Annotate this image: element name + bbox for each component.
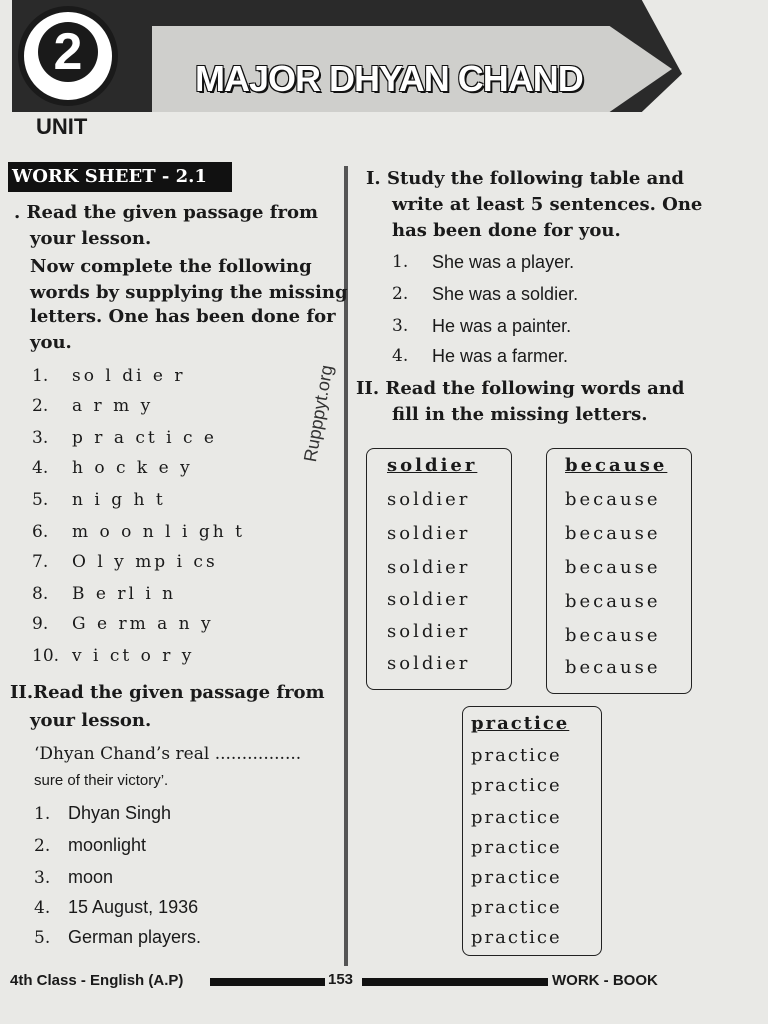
item-number: 6. [32, 522, 49, 542]
box-word: practice [471, 867, 562, 888]
sentence-text: He was a painter. [432, 316, 572, 336]
box-word: soldier [387, 589, 471, 610]
answer-text: Dhyan Singh [68, 803, 172, 823]
worksheet-title: WORK SHEET - 2.1 [8, 162, 232, 192]
sentence-text: He was a farmer. [432, 346, 569, 366]
box-word: because [565, 455, 668, 476]
box-word: practice [471, 807, 562, 828]
box-word: because [565, 557, 661, 578]
footer-left: 4th Class - English (A.P) [10, 972, 184, 989]
box-word: practice [471, 745, 562, 766]
box-word: soldier [387, 621, 471, 642]
box-word: practice [471, 713, 570, 734]
box-word: practice [471, 927, 562, 948]
unit-label: UNIT [36, 114, 88, 139]
item-number: 2. [32, 396, 49, 416]
word-item: n i g h t [72, 490, 166, 510]
right-q2-line: fill in the missing letters. [392, 404, 648, 425]
answer-number: 3. [34, 868, 51, 888]
q2-line: your lesson. [30, 710, 152, 731]
page-number: 153 [328, 971, 354, 988]
sentence-number: 1. [392, 252, 409, 272]
q1-line: Now complete the following [30, 256, 312, 277]
right-q1-line: has been done for you. [392, 220, 621, 241]
box-word: soldier [387, 489, 471, 510]
box-word: soldier [387, 653, 471, 674]
q2-line: II.Read the given passage from [10, 682, 325, 703]
item-number: 9. [32, 614, 49, 634]
answer-text: German players. [68, 927, 202, 947]
sentence-number: 4. [392, 346, 409, 366]
word-item: h o c k e y [72, 458, 193, 478]
box-word: because [565, 523, 661, 544]
sentence-text: She was a soldier. [432, 284, 579, 304]
box-word: because [565, 657, 661, 678]
box-word: soldier [387, 455, 478, 476]
sentence-number: 3. [392, 316, 409, 336]
unit-number-badge [18, 6, 118, 106]
box-word: because [565, 625, 661, 646]
right-q1-line: write at least 5 sentences. One [392, 194, 703, 215]
box-word: because [565, 591, 661, 612]
word-item: p r a ct i c e [72, 428, 217, 448]
q1-line: words by supplying the missing [30, 282, 348, 303]
footer-bar [210, 978, 325, 986]
page-title: MAJOR DHYAN CHAND [195, 58, 583, 99]
word-item: B e rl i n [72, 584, 177, 604]
item-number: 5. [32, 490, 49, 510]
word-item: m o o n l i gh t [72, 522, 245, 542]
watermark: Rupppyt.org [300, 363, 337, 464]
answer-text: 15 August, 1936 [68, 897, 199, 917]
item-number: 8. [32, 584, 49, 604]
right-q2-line: II. Read the following words and [356, 378, 685, 399]
item-number: 7. [32, 552, 49, 572]
q1-line: letters. One has been done for [30, 306, 336, 327]
box-word: practice [471, 837, 562, 858]
word-item: v i ct o r y [72, 646, 195, 666]
item-number: 1. [32, 366, 49, 386]
q1-line: . Read the given passage from [14, 202, 319, 223]
quote-end: sure of their victory’. [34, 772, 169, 789]
q1-line: your lesson. [30, 228, 152, 249]
answer-number: 1. [34, 804, 51, 824]
word-item: O l y mp i cs [72, 552, 218, 572]
word-item: G e rm a n y [72, 614, 214, 634]
item-number: 3. [32, 428, 49, 448]
box-word: soldier [387, 523, 471, 544]
box-word: because [565, 489, 661, 510]
answer-number: 2. [34, 836, 51, 856]
unit-number: 2 [38, 22, 98, 82]
answer-text: moonlight [68, 835, 147, 855]
quote-start: ‘Dhyan Chand’s real ................ [34, 744, 302, 764]
answer-number: 5. [34, 928, 51, 948]
footer-right: WORK - BOOK [552, 972, 658, 989]
box-word: soldier [387, 557, 471, 578]
right-q1-line: I. Study the following table and [366, 168, 684, 189]
item-number: 4. [32, 458, 49, 478]
footer-bar [362, 978, 548, 986]
word-item: so l di e r [72, 366, 186, 386]
word-box-soldier [366, 448, 512, 690]
box-word: practice [471, 897, 562, 918]
answer-number: 4. [34, 898, 51, 918]
word-box-because [546, 448, 692, 694]
item-number: 10. [32, 646, 60, 666]
answer-text: moon [68, 867, 114, 887]
footer [0, 968, 768, 998]
sentence-text: She was a player. [432, 252, 575, 272]
word-item: a r m y [72, 396, 154, 416]
sentence-number: 2. [392, 284, 409, 304]
box-word: practice [471, 775, 562, 796]
q1-line: you. [30, 332, 72, 353]
word-box-practice [462, 706, 602, 956]
